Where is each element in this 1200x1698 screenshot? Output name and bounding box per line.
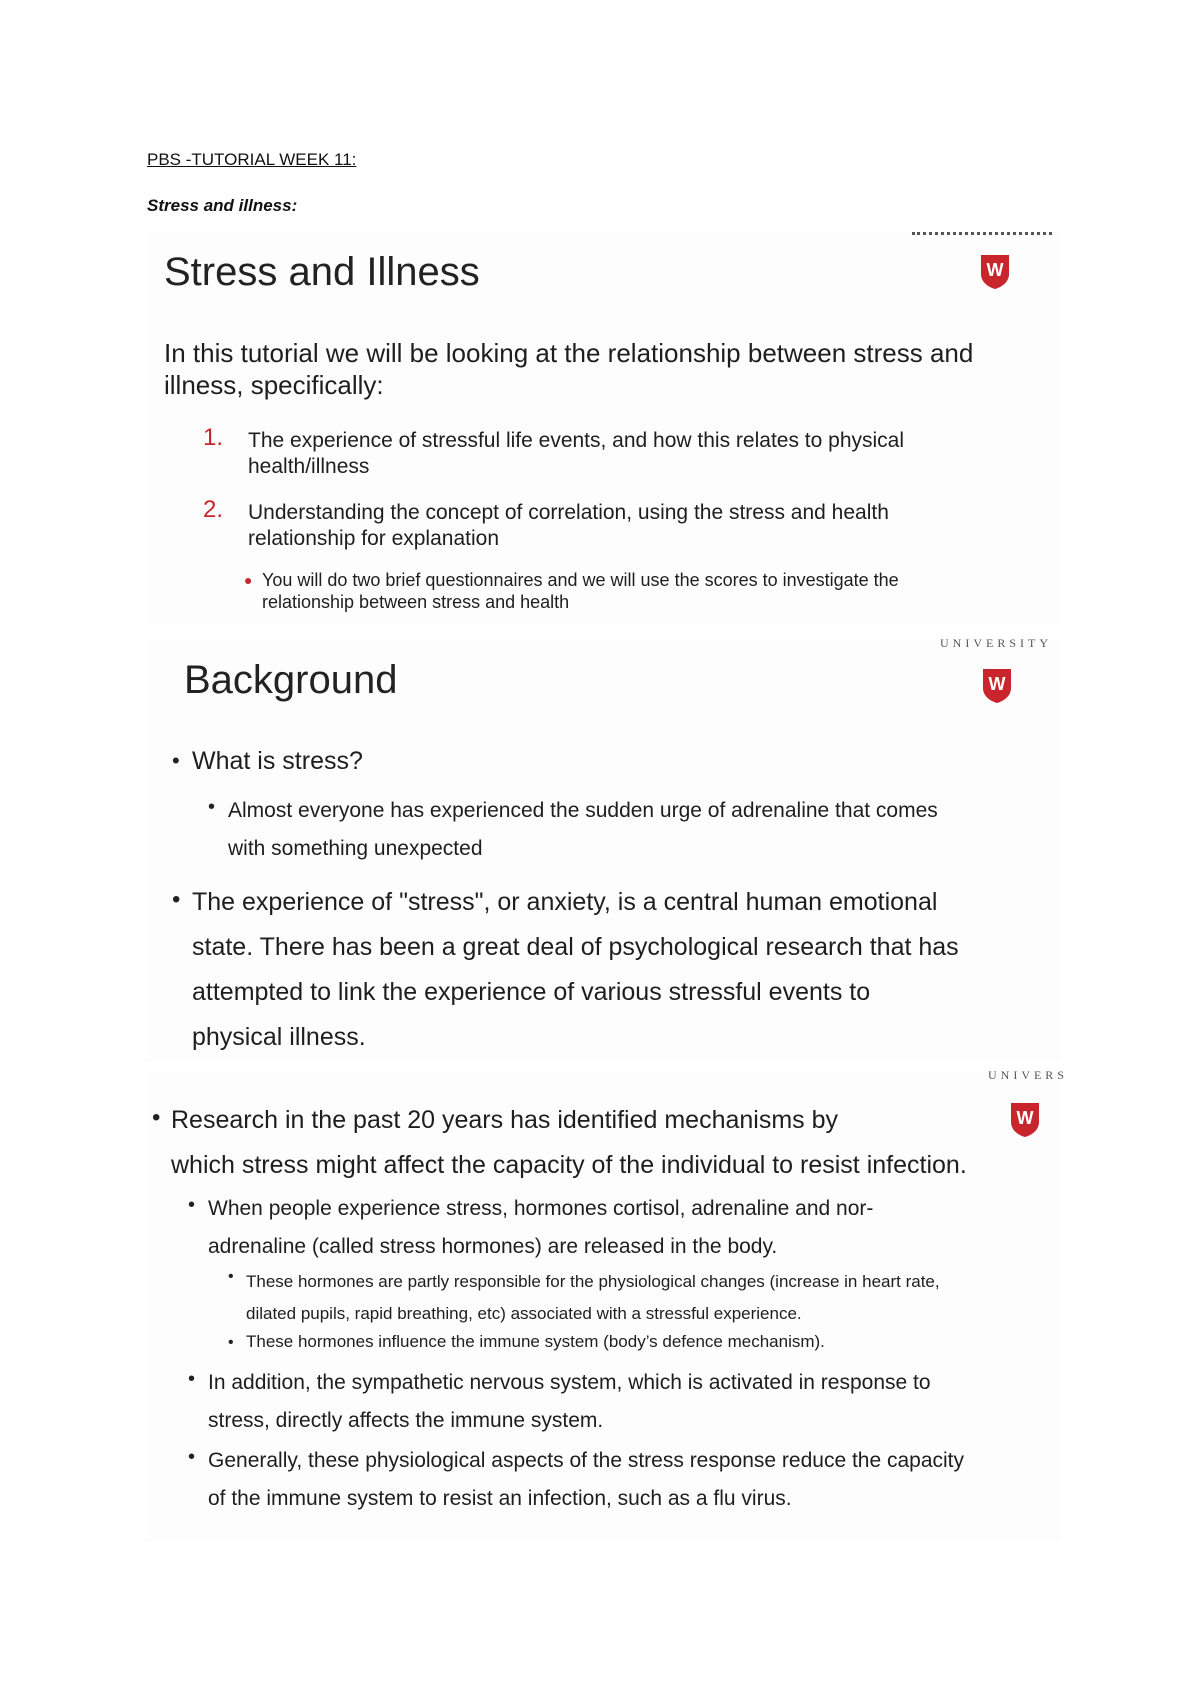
bullet-icon: •	[228, 1334, 234, 1351]
slide-cutoff-label: UNIVERSITY	[940, 636, 1052, 650]
university-shield-w-icon	[982, 668, 1012, 704]
svg-text:W: W	[1016, 1108, 1034, 1128]
bullet-text: Research in the past 20 years has identified mechanisms by which stress might affect the capacity of the individual to resist infection.	[171, 1106, 967, 1179]
svg-text:W: W	[986, 260, 1004, 280]
document-subtitle: Stress and illness:	[147, 196, 298, 215]
slide-cutoff-label: UNIVERS	[987, 1068, 1068, 1082]
slide-cutoff-line	[912, 232, 1052, 245]
bullet-icon: •	[152, 1104, 161, 1131]
bullet-icon: •	[172, 748, 180, 773]
list-number: 2.	[203, 496, 224, 523]
bullet-icon: •	[208, 796, 216, 818]
list-item: The experience of stressful life events, and how this relates to physical health/illness	[248, 429, 905, 478]
bullet-icon: •	[228, 1268, 234, 1285]
tertiary-bullet: These hormones influence the immune system (body’s defence mechanism).	[246, 1332, 825, 1351]
bullet-icon: ●	[244, 572, 253, 588]
university-shield-w-icon	[1010, 1102, 1040, 1138]
slide-background	[146, 636, 1060, 1062]
svg-text:W: W	[988, 674, 1006, 694]
bullet-icon: •	[188, 1368, 196, 1390]
slide-title: Background	[184, 658, 398, 702]
sub-bullet: When people experience stress, hormones cortisol, adrenaline and nor- adrenaline (called stress hormones) are released in the body.	[208, 1197, 874, 1258]
slide-mechanisms	[146, 1068, 1068, 1542]
list-number: 1.	[203, 424, 224, 451]
slide-intro: In this tutorial we will be looking at the relationship between stress and illness, specifically:	[164, 338, 974, 400]
tertiary-bullet: These hormones are partly responsible for the physiological changes (increase in heart rate, dilated pupils, rapid breathing, etc) associated with a stressful experience.	[246, 1272, 940, 1323]
bullet-icon: •	[172, 886, 181, 913]
slide-title: Stress and Illness	[164, 250, 480, 294]
slide-stress-and-illness	[146, 232, 1060, 624]
bullet-text: The experience of "stress", or anxiety, is a central human emotional state. There has been a great deal of psychological research that has attempted to link the experience of various stressful events to physical illness.	[192, 888, 959, 1051]
bullet-text: What is stress?	[192, 747, 363, 775]
sub-bullet: Generally, these physiological aspects of the stress response reduce the capacity of the immune system to resist an infection, such as a flu virus.	[208, 1449, 965, 1510]
list-item: Understanding the concept of correlation, using the stress and health relationship for explanation	[248, 501, 889, 550]
document-header	[147, 150, 356, 170]
university-shield-w-icon	[980, 254, 1010, 290]
sub-bullet: You will do two brief questionnaires and we will use the scores to investigate the relationship between stress and health	[262, 570, 899, 612]
sub-bullet: In addition, the sympathetic nervous system, which is activated in response to stress, directly affects the immune system.	[208, 1371, 931, 1432]
document-title: PBS -TUTORIAL WEEK 11:	[147, 150, 357, 169]
bullet-icon: •	[188, 1194, 196, 1216]
sub-bullet: Almost everyone has experienced the sudden urge of adrenaline that comes with something unexpected	[228, 799, 938, 860]
bullet-icon: •	[188, 1446, 196, 1468]
